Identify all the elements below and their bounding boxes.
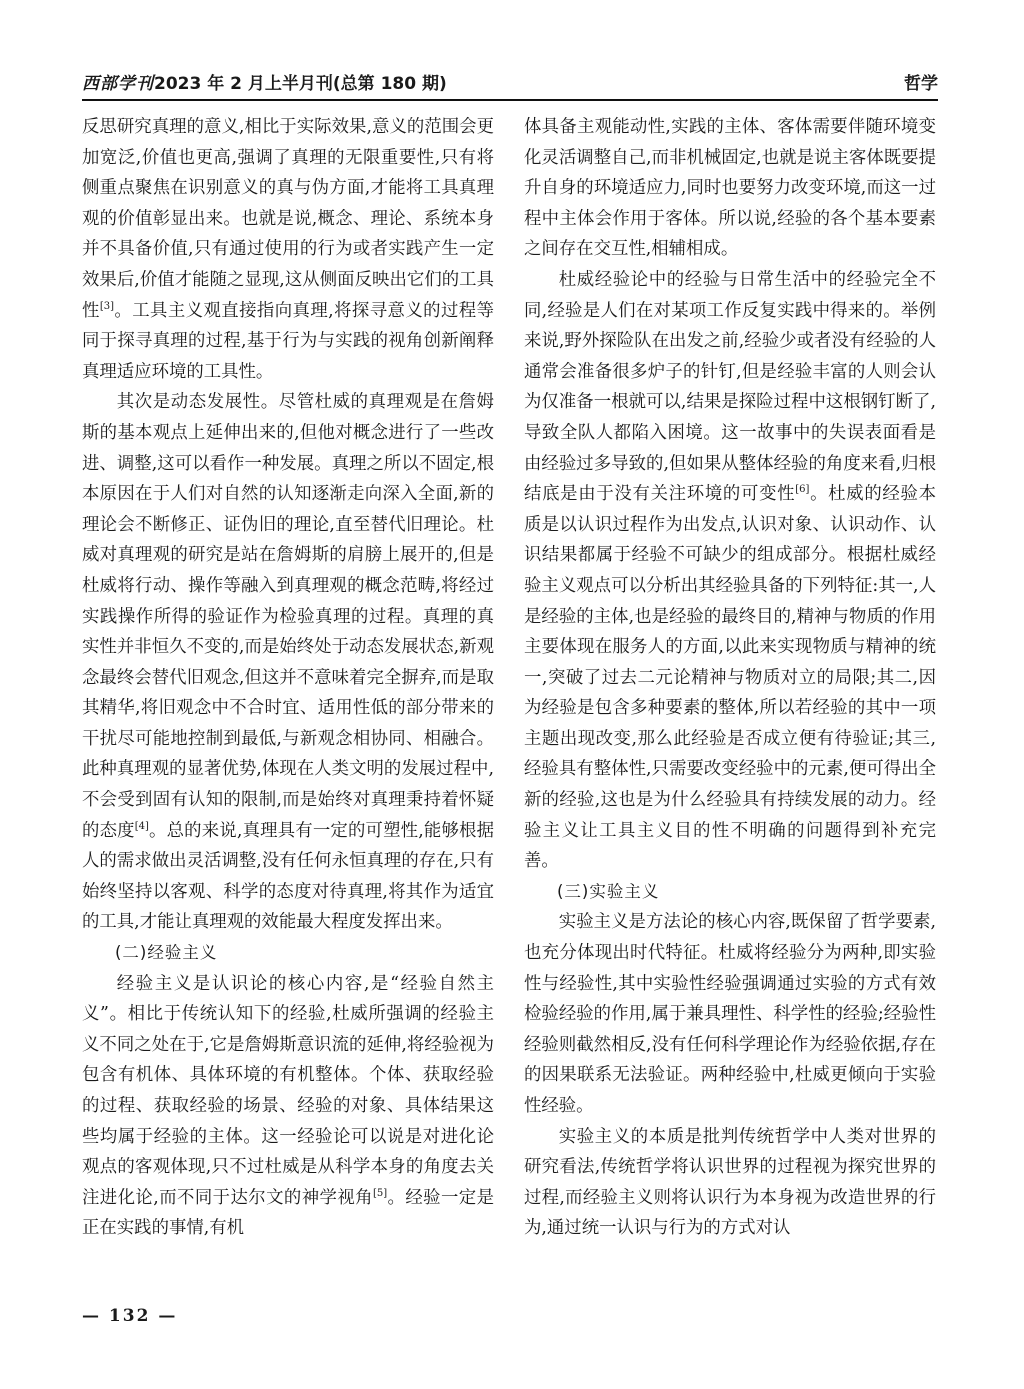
citation: [5] [372, 1187, 388, 1199]
paragraph: 经验主义是认识论的核心内容,是“经验自然主义”。相比于传统认知下的经验,杜威所强调的经验主义不同之处在于,它是詹姆斯意识流的延伸,将经验视为包含有机体、具体环境的有机整体。个体、获取经验的过程、获取经验的场景、经验的对象、具体结果这些均属于经验的主体。这一经验论可以说是对进化论观点的客观体现,只不过杜威是从科学本身的角度去关注进化论,而不同于达尔文的神学视角[5]。经验一定是正在实践的事情,有机 [82, 973, 494, 1239]
citation: [3] [99, 300, 114, 312]
journal-logo: 西部学刊 [82, 74, 154, 94]
page-number: — 132 — [82, 1306, 178, 1326]
section-heading: (二)经验主义 [115, 943, 218, 963]
paragraph: 体具备主观能动性,实践的主体、客体需要伴随环境变化灵活调整自己,而非机械固定,也就是说主客体既要提升自身的环境适应力,同时也要努力改变环境,而这一过程中主体会作用于客体。所以说,经验的各个基本要素之间存在交互性,相辅相成。 [524, 117, 936, 260]
issue-info: 2023 年 2 月上半月刊(总第 180 期) [154, 74, 447, 94]
paragraph: 杜威经验论中的经验与日常生活中的经验完全不同,经验是人们在对某项工作反复实践中得来的。举例来说,野外探险队在出发之前,经验少或者没有经验的人通常会准备很多炉子的针钉,但是经验丰富的人则会认为仅准备一根就可以,结果是探险过程中这根钢钉断了,导致全队人都陷入困境。这一故事中的失误表面看是由经验过多导致的,但如果从整体经验的角度来看,归根结底是由于没有关注环境的可变性[6]。杜威的经验本质是以认识过程作为出发点,认识对象、认识动作、认识结果都属于经验不可缺少的组成部分。根据杜威经验主义观点可以分析出其经验具备的下列特征:其一,人是经验的主体,也是经验的最终目的,精神与物质的作用主要体现在服务人的方面,以此来实现物质与精神的统一,突破了过去二元论精神与物质对立的局限;其二,因为经验是包含多种要素的整体,所以若经验的其中一项主题出现改变,那么此经验是否成立便有待验证;其三,经验具有整体性,只需要改变经验中的元素,便可得出全新的经验,这也是为什么经验具有持续发展的动力。经验主义让工具主义目的性不明确的问题得到补充完善。 [524, 269, 936, 872]
journal-title [82, 72, 447, 96]
paragraph: 实验主义的本质是批判传统哲学中人类对世界的研究看法,传统哲学将认识世界的过程视为探究世界的过程,而经验主义则将认识行为本身视为改造世界的行为,通过统一认识与行为的方式对认 [524, 1126, 936, 1239]
paragraph: 其次是动态发展性。尽管杜威的真理观是在詹姆斯的基本观点上延伸出来的,但他对概念进行了一些改进、调整,这可以看作一种发展。真理之所以不固定,根本原因在于人们对自然的认知逐渐走向深入全面,新的理论会不断修正、证伪旧的理论,直至替代旧理论。杜威对真理观的研究是站在詹姆斯的肩膀上展开的,但是杜威将行动、操作等融入到真理观的概念范畴,将经过实践操作所得的验证作为检验真理的过程。真理的真实性并非恒久不变的,而是始终处于动态发展状态,新观念最终会替代旧观念,但这并不意味着完全摒弃,而是取其精华,将旧观念中不合时宜、适用性低的部分带来的干扰尽可能地控制到最低,与新观念相协同、相融合。此种真理观的显著优势,体现在人类文明的发展过程中,不会受到固有认知的限制,而是始终对真理秉持着怀疑的态度[4]。总的来说,真理具有一定的可塑性,能够根据人的需求做出灵活调整,没有任何永恒真理的存在,只有始终坚持以客观、科学的态度对待真理,将其作为适宜的工具,才能让真理观的效能最大程度发挥出来。 [82, 392, 494, 933]
section-label: 哲学 [904, 74, 938, 94]
paragraph: 反思研究真理的意义,相比于实际效果,意义的范围会更加宽泛,价值也更高,强调了真理的无限重要性,只有将侧重点聚焦在识别意义的真与伪方面,才能将工具真理观的价值彰显出来。也就是说,概念、理论、系统本身并不具备价值,只有通过使用的行为或者实践产生一定效果后,价值才能随之显现,这从侧面反映出它们的工具性[3]。工具主义观直接指向真理,将探寻意义的过程等同于探寻真理的过程,基于行为与实践的视角创新阐释真理适应环境的工具性。 [82, 117, 494, 382]
citation: [6] [795, 484, 810, 496]
section-heading: (三)实验主义 [557, 881, 660, 901]
paragraph: 实验主义是方法论的核心内容,既保留了哲学要素,也充分体现出时代特征。杜威将经验分为两种,即实验性与经验性,其中实验性经验强调通过实验的方式有效检验经验的作用,属于兼具理性、科学性的经验;经验性经验则截然相反,没有任何科学理论作为经验依据,存在的因果联系无法验证。两种经验中,杜威更倾向于实验性经验。 [524, 912, 936, 1116]
right-column [524, 112, 936, 1244]
left-column [82, 112, 494, 1244]
citation: [4] [134, 820, 149, 832]
running-header [82, 72, 938, 98]
header-rule [82, 99, 938, 101]
